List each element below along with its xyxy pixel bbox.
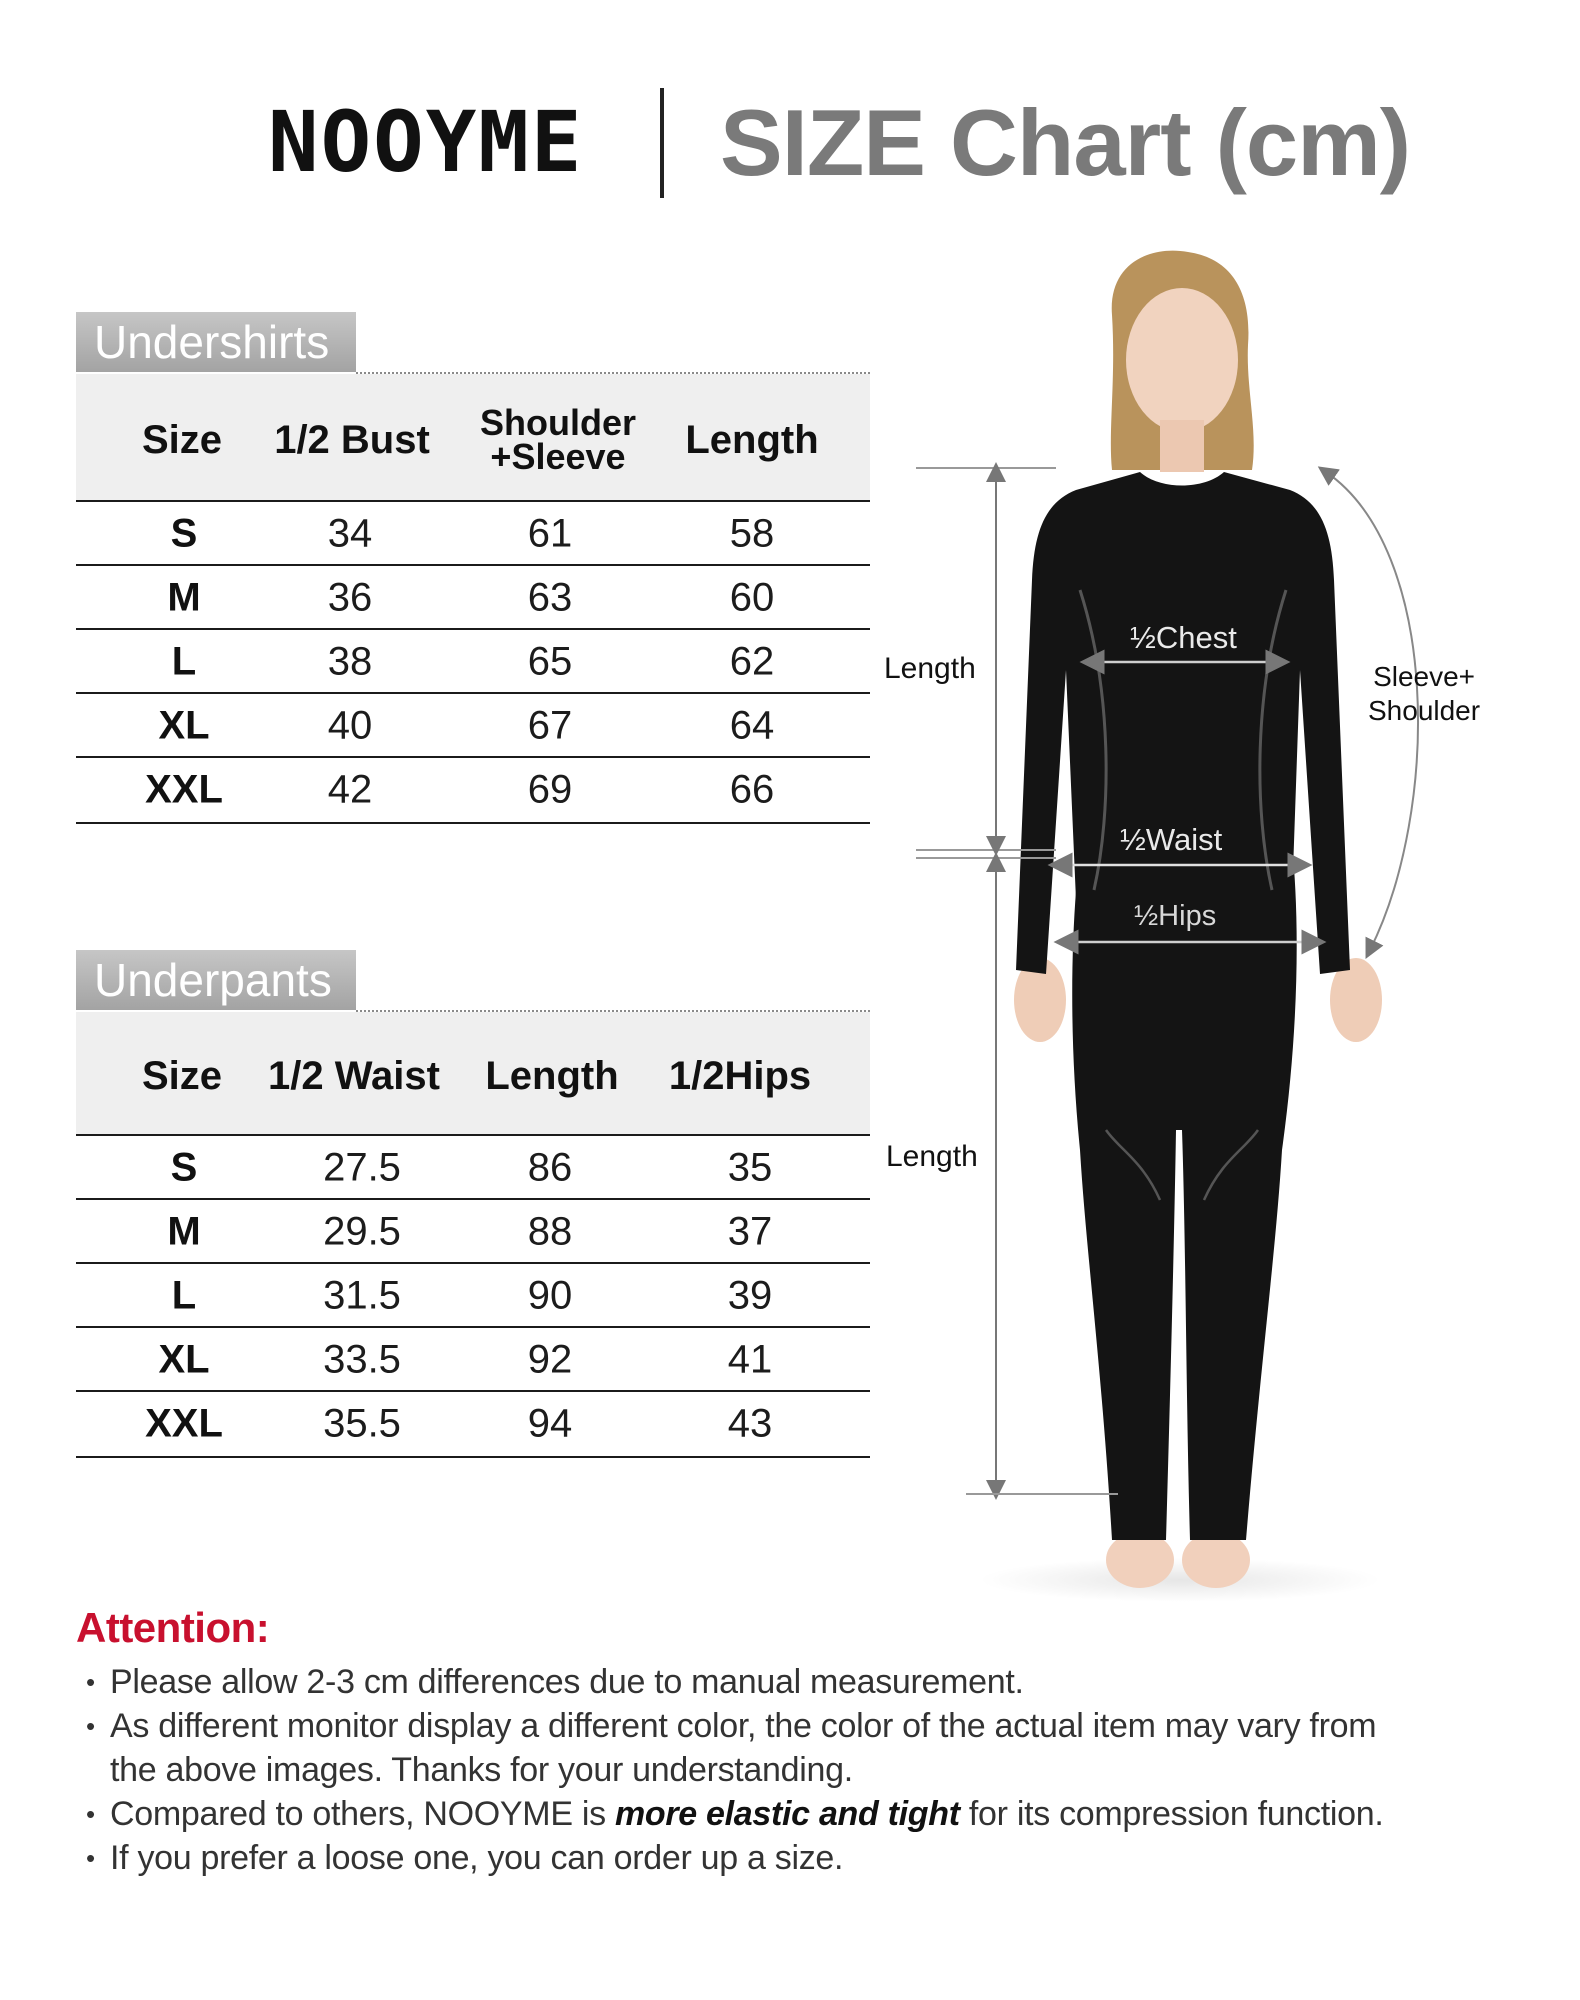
header-size: Size <box>141 418 223 462</box>
header-length: Length <box>685 418 819 462</box>
value-cell: 92 <box>527 1337 573 1382</box>
table-row <box>76 1390 870 1458</box>
value-cell: 65 <box>527 639 573 684</box>
underpants-garment <box>1072 868 1296 1540</box>
right-foot <box>1182 1532 1250 1588</box>
attention-notes <box>86 1660 1526 1880</box>
size-cell: XL <box>158 703 210 748</box>
note-size-up: • If you prefer a loose one, you can order up a size. <box>86 1836 1526 1880</box>
table-row <box>76 500 870 566</box>
value-cell: 94 <box>527 1401 573 1446</box>
value-cell: 66 <box>729 767 775 812</box>
header-half-hips: 1/2Hips <box>668 1054 812 1098</box>
value-cell: 60 <box>729 575 775 620</box>
undershirts-header-row <box>76 374 870 500</box>
value-cell: 37 <box>727 1209 773 1254</box>
note-compression-post: for its compression function. <box>959 1795 1384 1833</box>
size-cell: S <box>170 511 198 556</box>
value-cell: 69 <box>527 767 573 812</box>
value-cell: 29.5 <box>323 1209 401 1254</box>
note-color <box>86 1704 1526 1792</box>
label-sleeve-line1: Sleeve+ <box>1373 661 1476 692</box>
label-half-hips: ½Hips <box>1134 900 1217 932</box>
undershirt-garment <box>1016 472 1350 974</box>
underpants-section-tab: Underpants <box>76 950 356 1010</box>
note-measurement: • Please allow 2-3 cm differences due to manual measurement. <box>86 1660 1526 1704</box>
value-cell: 35.5 <box>323 1401 401 1446</box>
header-half-bust: 1/2 Bust <box>274 418 430 462</box>
note-compression-emphasis: more elastic and tight <box>614 1795 960 1833</box>
value-cell: 63 <box>527 575 573 620</box>
floor-shadow <box>980 1558 1380 1602</box>
value-cell: 36 <box>327 575 373 620</box>
value-cell: 42 <box>327 767 373 812</box>
table-row <box>76 1326 870 1392</box>
value-cell: 41 <box>727 1337 773 1382</box>
value-cell: 67 <box>527 703 573 748</box>
size-cell: XL <box>158 1337 210 1382</box>
neck <box>1160 420 1204 472</box>
header-divider <box>660 88 664 198</box>
size-cell: L <box>171 639 197 684</box>
table-row <box>76 628 870 694</box>
value-cell: 58 <box>729 511 775 556</box>
value-cell: 43 <box>727 1401 773 1446</box>
table-row <box>76 1262 870 1328</box>
label-length-bottom: Length <box>886 1140 978 1173</box>
value-cell: 61 <box>527 511 573 556</box>
label-half-chest: ½Chest <box>1130 620 1237 655</box>
label-sleeve-line2: Shoulder <box>1368 695 1481 726</box>
table-row <box>76 756 870 824</box>
header-shoulder-line1: Shoulder <box>479 402 637 443</box>
page-title: SIZE Chart (cm) <box>720 90 1411 195</box>
value-cell: 62 <box>729 639 775 684</box>
label-half-waist: ½Waist <box>1120 822 1223 857</box>
model-figure <box>880 250 1580 1620</box>
table-row <box>76 564 870 630</box>
size-cell: XXL <box>145 767 223 812</box>
note-color-line2: the above images. Thanks for your understanding. <box>110 1751 853 1789</box>
brand-logo: NOOYME <box>268 93 584 191</box>
value-cell: 34 <box>327 511 373 556</box>
size-cell: S <box>170 1145 198 1190</box>
value-cell: 33.5 <box>323 1337 401 1382</box>
header-half-waist: 1/2 Waist <box>268 1054 440 1098</box>
value-cell: 64 <box>729 703 775 748</box>
header-size: Size <box>141 1054 223 1098</box>
head <box>1126 288 1238 432</box>
size-cell: XXL <box>145 1401 223 1446</box>
size-cell: M <box>167 575 201 620</box>
header-shoulder-line2: +Sleeve <box>490 436 626 477</box>
table-row <box>76 1198 870 1264</box>
header-length: Length <box>485 1054 619 1098</box>
value-cell: 27.5 <box>323 1145 401 1190</box>
undershirts-section-tab: Undershirts <box>76 312 356 372</box>
value-cell: 90 <box>527 1273 573 1318</box>
value-cell: 86 <box>527 1145 573 1190</box>
attention-title: Attention: <box>76 1604 270 1651</box>
underpants-header-row <box>76 1012 870 1134</box>
value-cell: 38 <box>327 639 373 684</box>
value-cell: 39 <box>727 1273 773 1318</box>
value-cell: 88 <box>527 1209 573 1254</box>
value-cell: 31.5 <box>323 1273 401 1318</box>
value-cell: 40 <box>327 703 373 748</box>
size-cell: L <box>171 1273 197 1318</box>
note-color-line1: As different monitor display a different color, the color of the actual item may vary from <box>110 1707 1377 1745</box>
table-row <box>76 692 870 758</box>
label-sleeve-shoulder <box>1368 660 1480 728</box>
note-compression <box>86 1792 1526 1836</box>
left-foot <box>1106 1532 1174 1588</box>
size-cell: M <box>167 1209 201 1254</box>
value-cell: 35 <box>727 1145 773 1190</box>
note-compression-pre: Compared to others, NOOYME is <box>110 1795 615 1833</box>
header-shoulder-sleeve <box>479 402 637 477</box>
table-row <box>76 1134 870 1200</box>
label-length-top: Length <box>884 652 976 685</box>
